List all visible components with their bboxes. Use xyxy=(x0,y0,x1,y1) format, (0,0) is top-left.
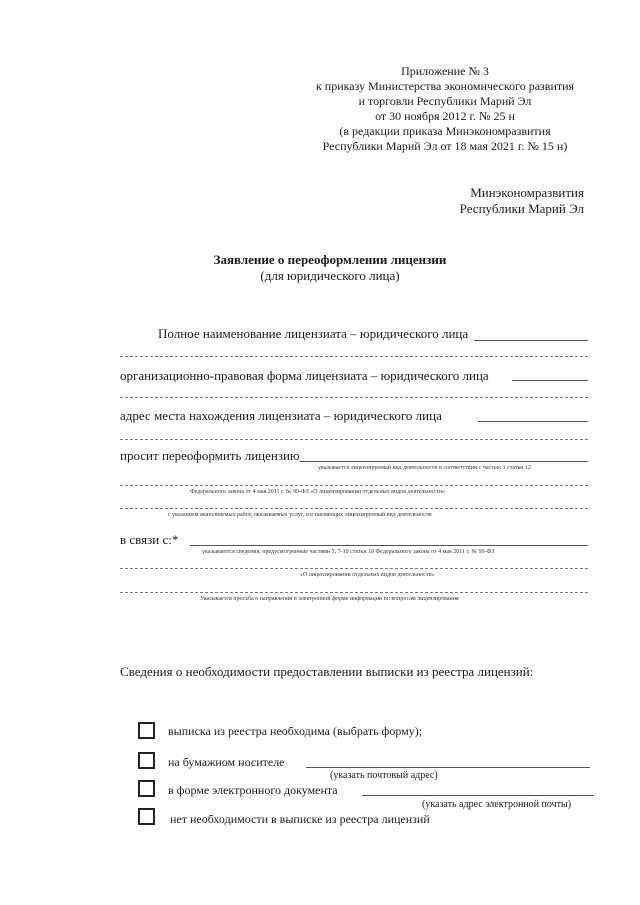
reason-hint: указываются сведения, предусмотренные частями 5, 7-10 статьи 18 Федерального закона от 4 мая 2011 г. № 99-ФЗ xyxy=(202,549,495,555)
reason-field[interactable] xyxy=(190,545,588,546)
postal-address-hint: (указать почтовый адрес) xyxy=(330,770,438,781)
page-subtitle: (для юридического лица) xyxy=(260,268,400,283)
appendix-line-2: к приказу Министерства экономического развития xyxy=(315,79,575,93)
request-label: просит переоформить лицензию xyxy=(120,448,300,463)
no-extract-label: нет необходимости в выписке из реестра лицензий xyxy=(170,812,430,826)
page-title: Заявление о переоформлении лицензии xyxy=(213,252,447,267)
request-field[interactable] xyxy=(300,461,588,462)
law-hint: Федерального закона от 4 мая 2011 г. № 99-ФЗ «О лицензировании отдельных видов деятельности» xyxy=(190,489,445,495)
extract-needed-checkbox[interactable] xyxy=(138,722,155,739)
legal-form-field[interactable] xyxy=(512,380,588,381)
reason-label: в связи с:* xyxy=(120,532,179,547)
full-name-field-line-2[interactable] xyxy=(120,356,588,357)
address-label: адрес места нахождения лицензиата – юридического лица xyxy=(120,408,442,423)
appendix-block xyxy=(300,64,590,154)
request-field-line-3[interactable] xyxy=(120,508,588,509)
paper-label: на бумажном носителе xyxy=(168,755,285,769)
addressee-block xyxy=(460,185,584,217)
extract-heading: Сведения о необходимости предоставлении выписки из реестра лицензий: xyxy=(120,664,534,679)
address-field[interactable] xyxy=(478,421,588,422)
full-name-label: Полное наименование лицензиата – юридического лица xyxy=(158,326,469,341)
address-field-line-2[interactable] xyxy=(120,439,588,440)
electronic-checkbox[interactable] xyxy=(138,780,155,797)
works-hint: с указанием выполняемых работ, оказываемых услуг, составляющих лицензируемый вид деятельности xyxy=(168,512,432,518)
legal-form-label: организационно-правовая форма лицензиата – юридического лица xyxy=(120,368,489,383)
request-field-line-2[interactable] xyxy=(120,485,588,486)
title-block xyxy=(180,252,480,284)
electronic-info-hint: Указывается просьба о направлении в электронной форме информации по вопросам лицензирования xyxy=(200,596,459,602)
appendix-line-6: Республики Марий Эл от 18 мая 2021 г. № 15 н) xyxy=(322,139,568,153)
appendix-line-3: и торговли Республики Марий Эл xyxy=(358,94,532,108)
extract-needed-label: выписка из реестра необходима (выбрать форму); xyxy=(168,724,423,738)
no-extract-checkbox[interactable] xyxy=(138,808,155,825)
addressee-line-2: Республики Марий Эл xyxy=(459,201,584,216)
full-name-field[interactable] xyxy=(474,340,588,341)
email-hint: (указать адрес электронной почты) xyxy=(422,799,572,810)
appendix-line-5: (в редакции приказа Минэкономразвития xyxy=(339,124,551,138)
request-hint: указывается лицензируемый вид деятельности в соответствии с частью 1 статьи 12 xyxy=(318,465,531,471)
reason-field-line-2[interactable] xyxy=(120,568,588,569)
legal-form-field-line-2[interactable] xyxy=(120,397,588,398)
reason-field-line-3[interactable] xyxy=(120,592,588,593)
electronic-label: в форме электронного документа xyxy=(168,783,338,797)
appendix-line-4: от 30 ноября 2012 г. № 25 н xyxy=(375,109,515,123)
appendix-line-1: Приложение № 3 xyxy=(401,64,489,78)
paper-checkbox[interactable] xyxy=(138,752,155,769)
email-field[interactable] xyxy=(362,795,594,796)
addressee-line-1: Минэкономразвития xyxy=(470,185,584,200)
reason-hint-2: «О лицензировании отдельных видов деятельности» xyxy=(300,572,435,578)
